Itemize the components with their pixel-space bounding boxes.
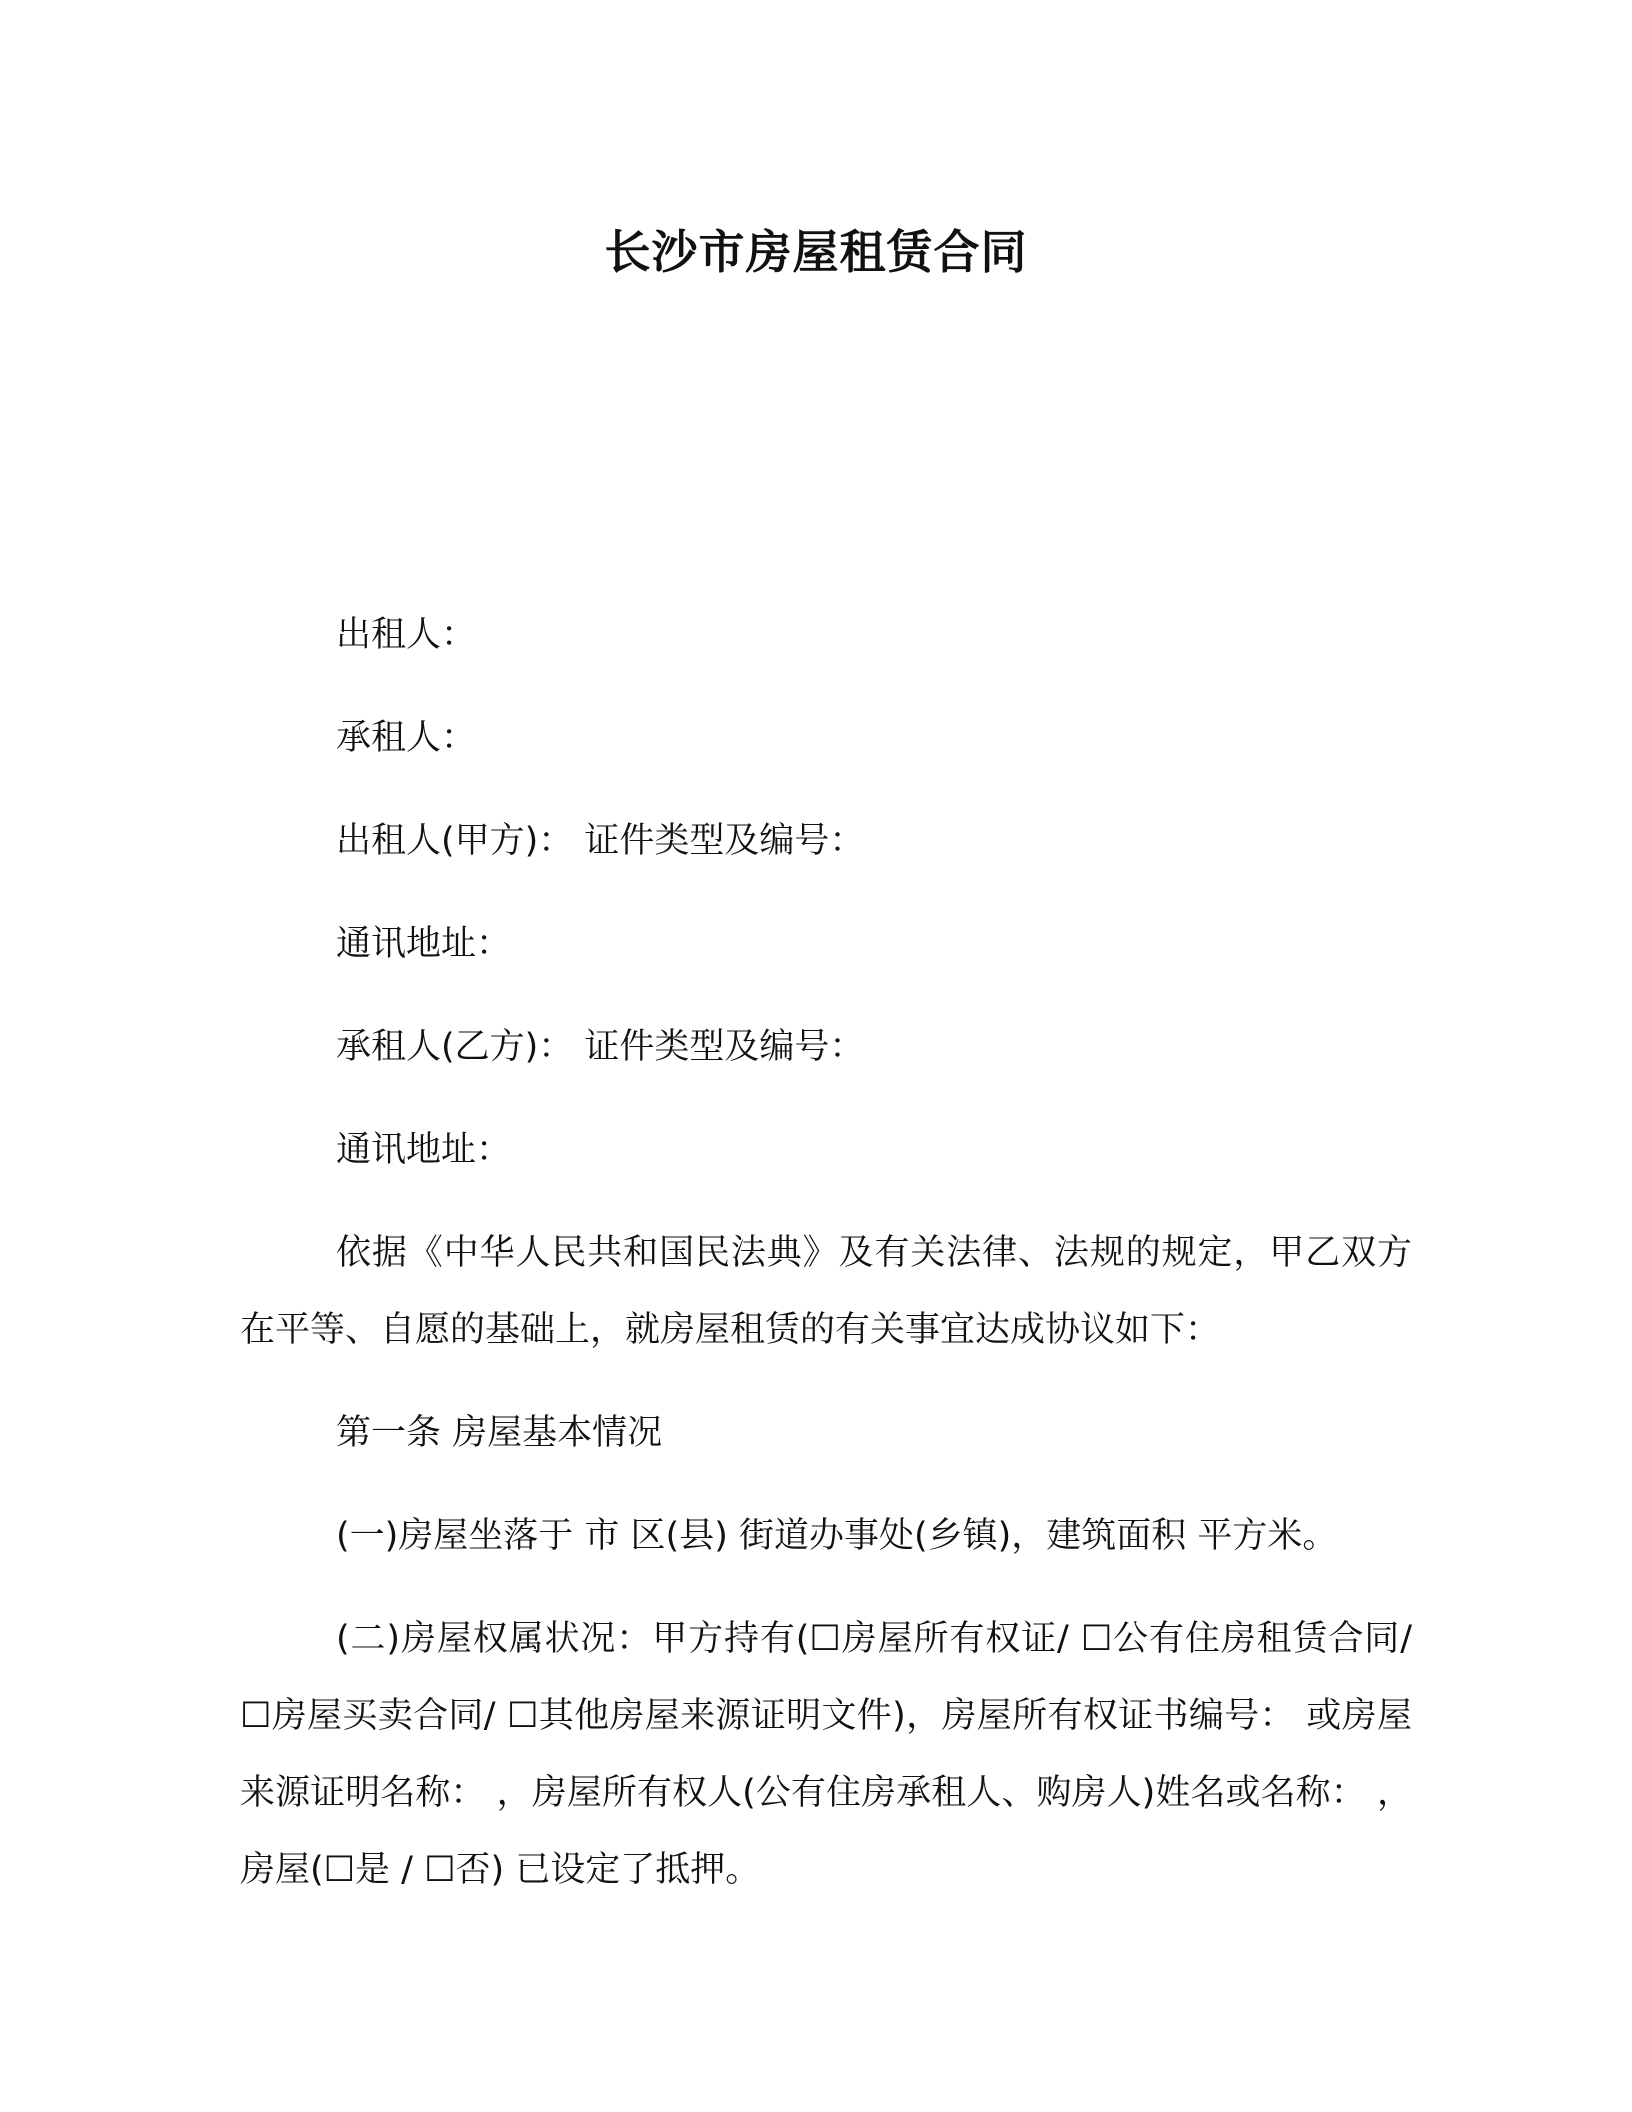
party-a-id-line: 出租人(甲方)： 证件类型及编号： [336,821,865,861]
lessee-line: 承租人： [336,718,477,758]
party-a-address-line: 通讯地址： [336,924,512,964]
preamble-paragraph: 依据《中华人民共和国民法典》及有关法律、法规的规定，甲乙双方在平等、自愿的基础上，就房屋租赁的有关事宜达成协议如下： [240,1233,1412,1350]
clause-1-1: (一)房屋坐落于 市 区(县) 街道办事处(乡镇)，建筑面积 平方米。 [336,1516,1338,1556]
party-b-id-line: 承租人(乙方)： 证件类型及编号： [336,1027,865,1067]
article-one-heading: 第一条 房屋基本情况 [336,1413,663,1453]
party-b-address-line: 通讯地址： [336,1130,512,1170]
document-body [240,597,1412,1935]
document-title: 长沙市房屋租赁合同 [604,225,1028,279]
clause-1-2: (二)房屋权属状况：甲方持有(☐房屋所有权证/ ☐公有住房租赁合同/ ☐房屋买卖合同/ ☐其他房屋来源证明文件)，房屋所有权证书编号： 或房屋来源证明名称： ，房屋所有权人(公有住房承租人、购房人)姓名或名称： ，房屋(☐是 / ☐否) 已设定了抵押。 [240,1619,1412,1890]
lessor-line: 出租人： [336,615,477,655]
